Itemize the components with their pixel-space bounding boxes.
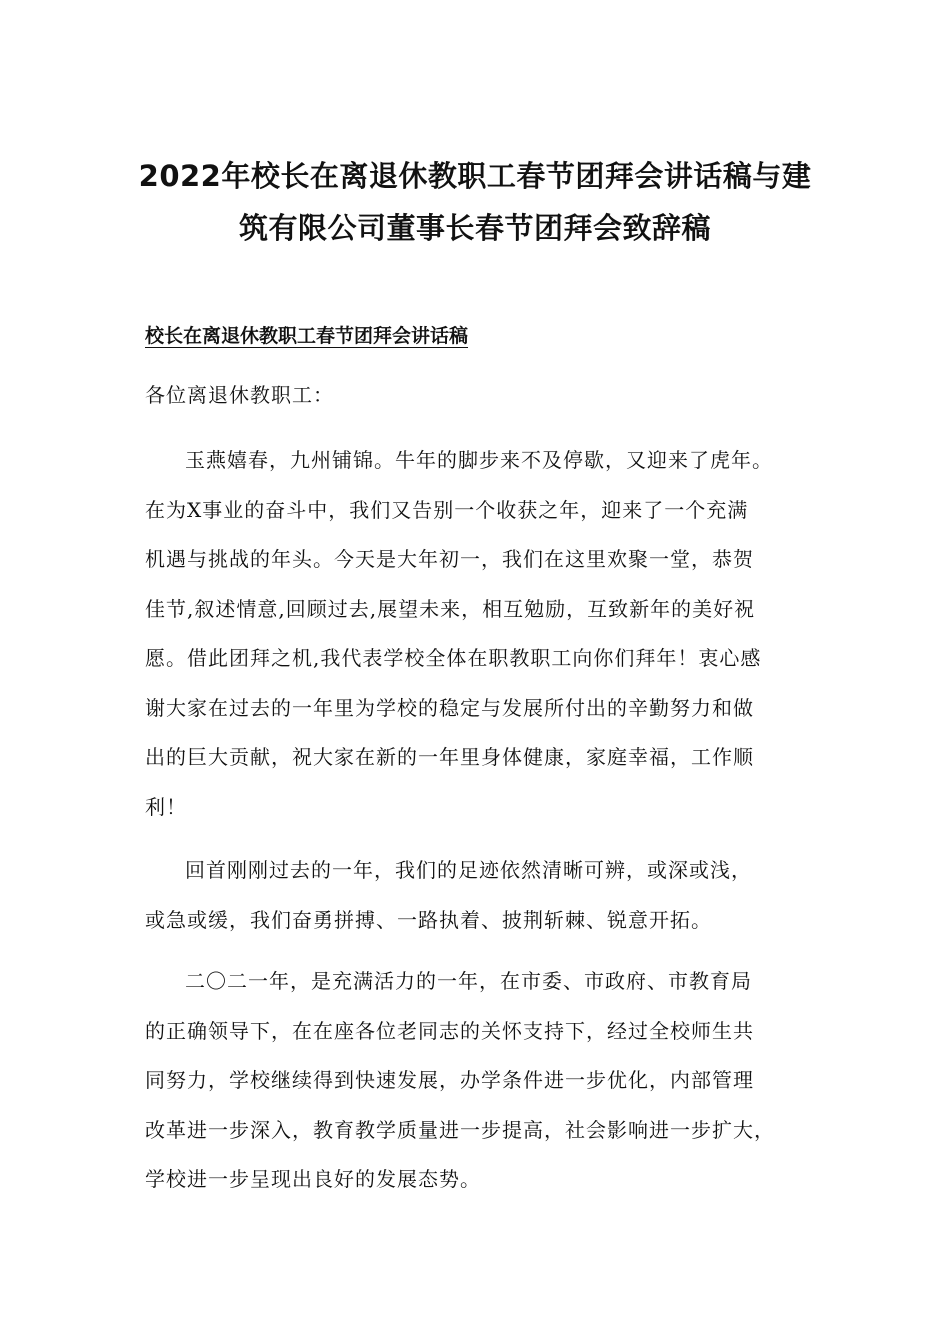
paragraph-line: 玉燕嬉春，九州铺锦。牛年的脚步来不及停歇，又迎来了虎年。 [185,448,773,472]
paragraph-line: 利！ [145,794,187,819]
paragraph [145,846,810,945]
document-title [90,150,860,254]
paragraph-line: 在为X事业的奋斗中，我们又告别一个收获之年，迎来了一个充满 [145,497,749,522]
paragraph-line: 回首刚刚过去的一年，我们的足迹依然清晰可辨，或深或浅， [185,858,752,882]
paragraph-line: 愿。借此团拜之机,我代表学校全体在职教职工向你们拜年！衷心感 [145,646,762,670]
paragraph-line: 出的巨大贡献，祝大家在新的一年里身体健康，家庭幸福，工作顺 [145,745,754,769]
title-line: 2022年校长在离退休教职工春节团拜会讲话稿与建 [138,159,812,193]
paragraph-line: 或急或缓，我们奋勇拼搏、一路执着、披荆斩棘、锐意开拓。 [145,907,712,932]
paragraph-line: 同努力，学校继续得到快速发展，办学条件进一步优化，内部管理 [145,1068,754,1092]
paragraph-line: 的正确领导下，在在座各位老同志的关怀支持下，经过全校师生共 [145,1018,754,1043]
paragraph-line: 学校进一步呈现出良好的发展态势。 [145,1167,481,1191]
salutation: 各位离退休教职工： [145,383,334,407]
paragraph [145,436,810,832]
paragraph-line: 机遇与挑战的年头。今天是大年初一，我们在这里欢聚一堂，恭贺 [145,547,754,571]
paragraph-line: 佳节,叙述情意,回顾过去,展望未来，相互勉励，互致新年的美好祝 [145,596,756,621]
paragraph [145,957,810,1205]
section-heading: 校长在离退休教职工春节团拜会讲话稿 [145,325,469,347]
title-line: 筑有限公司董事长春节团拜会致辞稿 [238,211,711,245]
paragraph-line: 二〇二一年，是充满活力的一年，在市委、市政府、市教育局 [185,969,752,993]
paragraph-line: 改革进一步深入，教育教学质量进一步提高，社会影响进一步扩大， [145,1117,775,1142]
paragraph-line: 谢大家在过去的一年里为学校的稳定与发展所付出的辛勤努力和做 [145,695,754,720]
